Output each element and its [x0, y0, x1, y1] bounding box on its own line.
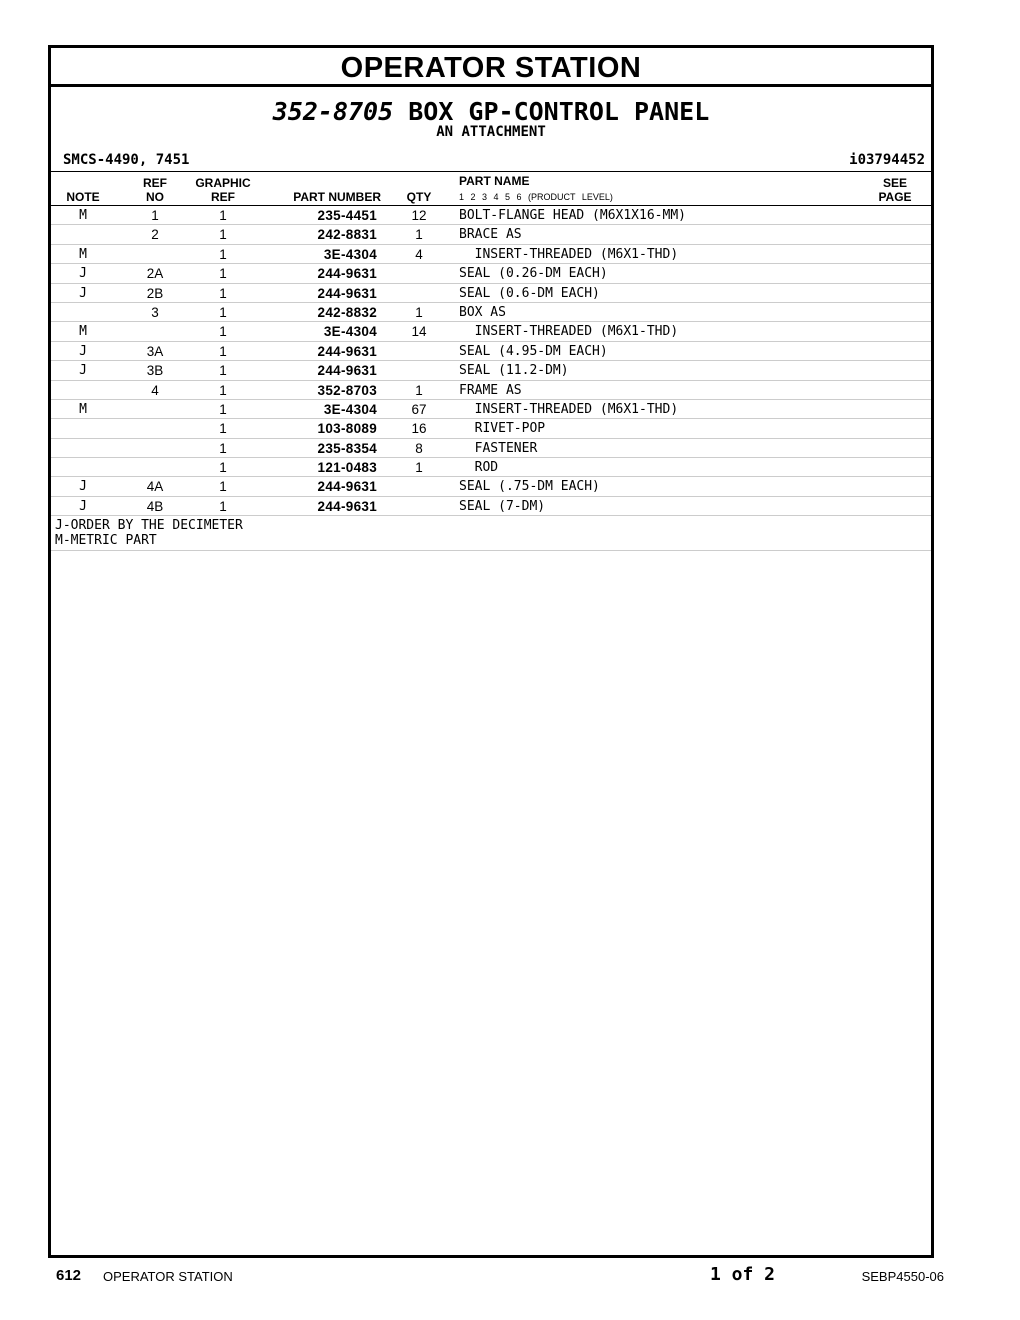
- header-note: NOTE: [66, 190, 100, 204]
- row-part-number[interactable]: 121-0483: [317, 460, 377, 476]
- row-part-name: INSERT-THREADED (M6X1-THD): [459, 246, 679, 262]
- row-qty: 1: [415, 304, 423, 320]
- row-part-name: SEAL (0.6-DM EACH): [459, 285, 600, 301]
- row-note: J: [79, 285, 87, 301]
- row-part-number[interactable]: 235-4451: [317, 208, 377, 223]
- table-row: [51, 322, 931, 341]
- illustration-id: i03794452: [849, 152, 925, 168]
- row-qty: 67: [411, 401, 427, 417]
- row-graphic: 1: [219, 440, 227, 456]
- table-row: [51, 458, 931, 477]
- row-part-number[interactable]: 3E-4304: [323, 324, 377, 340]
- table-row: [51, 497, 931, 516]
- header-qty: QTY: [406, 190, 432, 204]
- row-part-name: BRACE AS: [459, 227, 522, 243]
- row-part-number[interactable]: 244-9631: [317, 266, 377, 282]
- row-graphic: 1: [219, 246, 227, 262]
- header-graphic-2: REF: [211, 190, 235, 204]
- header-ref-1: REF: [143, 176, 167, 190]
- section-title: OPERATOR STATION: [51, 48, 931, 87]
- row-part-number[interactable]: 244-9631: [317, 498, 377, 514]
- row-part-number[interactable]: 244-9631: [317, 363, 377, 379]
- row-note: J: [79, 479, 87, 495]
- row-part-number[interactable]: 244-9631: [317, 479, 377, 495]
- table-row: [51, 419, 931, 438]
- notes-block: [51, 516, 931, 551]
- row-note: M: [79, 324, 87, 340]
- row-graphic: 1: [219, 382, 227, 398]
- row-qty: 4: [415, 246, 423, 262]
- table-row: [51, 400, 931, 419]
- row-part-number[interactable]: 235-8354: [317, 440, 377, 456]
- header-product-level: 1 2 3 4 5 6 (PRODUCT LEVEL): [459, 192, 613, 202]
- row-graphic: 1: [219, 498, 227, 514]
- table-row: [51, 303, 931, 322]
- row-part-name: SEAL (11.2-DM): [459, 363, 569, 379]
- row-part-name: RIVET-POP: [459, 421, 546, 437]
- header-part-number: PART NUMBER: [293, 190, 381, 204]
- header-graphic-1: GRAPHIC: [195, 176, 251, 190]
- row-part-name: SEAL (.75-DM EACH): [459, 479, 600, 495]
- smcs-code: SMCS-4490, 7451: [63, 152, 190, 168]
- row-graphic: 1: [219, 401, 227, 417]
- column-header: [51, 171, 931, 206]
- row-ref: 3: [151, 304, 159, 320]
- group-part-number[interactable]: 352-8705: [272, 97, 394, 126]
- row-graphic: 1: [219, 266, 227, 282]
- row-part-number[interactable]: 3E-4304: [323, 246, 377, 262]
- table-row: [51, 361, 931, 380]
- row-qty: 8: [415, 440, 423, 456]
- row-graphic: 1: [219, 208, 227, 223]
- row-part-number[interactable]: 244-9631: [317, 285, 377, 301]
- row-ref: 4A: [146, 479, 164, 495]
- row-graphic: 1: [219, 227, 227, 243]
- row-note: J: [79, 498, 87, 514]
- row-part-name: INSERT-THREADED (M6X1-THD): [459, 324, 679, 340]
- row-graphic: 1: [219, 285, 227, 301]
- row-ref: 1: [151, 208, 159, 223]
- table-row: [51, 284, 931, 303]
- row-note: J: [79, 343, 87, 359]
- row-part-name: FASTENER: [459, 440, 538, 456]
- row-part-name: FRAME AS: [459, 382, 522, 398]
- row-qty: 12: [411, 208, 427, 223]
- header-ref-2: NO: [146, 190, 164, 204]
- row-qty: 16: [411, 421, 427, 437]
- row-ref: 3A: [146, 343, 164, 359]
- row-qty: 1: [415, 227, 423, 243]
- row-part-name: ROD: [459, 460, 499, 476]
- row-part-name: SEAL (0.26-DM EACH): [459, 266, 608, 282]
- row-graphic: 1: [219, 324, 227, 340]
- table-row: [51, 225, 931, 244]
- row-part-number[interactable]: 103-8089: [317, 421, 377, 437]
- table-row: [51, 477, 931, 496]
- row-graphic: 1: [219, 343, 227, 359]
- page-footer: [56, 1264, 944, 1286]
- row-part-number[interactable]: 3E-4304: [323, 401, 377, 417]
- row-qty: 1: [415, 382, 423, 398]
- row-ref: 4B: [146, 498, 164, 514]
- row-graphic: 1: [219, 479, 227, 495]
- row-part-name: SEAL (7-DM): [459, 498, 546, 514]
- row-note: M: [79, 208, 87, 223]
- footer-doc-id: SEBP4550-06: [861, 1269, 944, 1284]
- row-note: M: [79, 246, 87, 262]
- parts-table: [51, 206, 931, 516]
- note-j: J-ORDER BY THE DECIMETER: [55, 518, 243, 534]
- row-part-name: BOLT-FLANGE HEAD (M6X1X16-MM): [459, 208, 686, 223]
- row-ref: 3B: [146, 363, 164, 379]
- row-part-number[interactable]: 242-8831: [317, 227, 377, 243]
- row-ref: 2: [151, 227, 159, 243]
- row-graphic: 1: [219, 363, 227, 379]
- row-part-name: SEAL (4.95-DM EACH): [459, 343, 608, 359]
- group-title: [51, 97, 931, 126]
- row-ref: 2A: [146, 266, 164, 282]
- table-row: [51, 264, 931, 283]
- parts-page-frame: [48, 45, 934, 1258]
- header-part-name: PART NAME: [459, 174, 530, 188]
- row-ref: 2B: [146, 285, 164, 301]
- header-see-1: SEE: [882, 176, 907, 190]
- table-row: [51, 439, 931, 458]
- table-row: [51, 245, 931, 264]
- note-m: M-METRIC PART: [55, 533, 157, 549]
- group-header: [51, 87, 931, 171]
- table-row: [51, 342, 931, 361]
- row-note: M: [79, 401, 87, 417]
- table-row: [51, 381, 931, 400]
- row-ref: 4: [151, 382, 159, 398]
- row-part-name: INSERT-THREADED (M6X1-THD): [459, 401, 679, 417]
- header-see-2: PAGE: [878, 190, 912, 204]
- group-subtitle: AN ATTACHMENT: [436, 124, 546, 140]
- row-graphic: 1: [219, 421, 227, 437]
- table-row: [51, 206, 931, 225]
- row-qty: 14: [411, 324, 427, 340]
- row-part-number[interactable]: 244-9631: [317, 343, 377, 359]
- row-note: J: [79, 363, 87, 379]
- footer-page-number: 612: [56, 1267, 82, 1284]
- row-part-number[interactable]: 242-8832: [317, 304, 377, 320]
- footer-section: OPERATOR STATION: [103, 1269, 233, 1284]
- row-note: J: [79, 266, 87, 282]
- footer-page-of: 1 of 2: [710, 1264, 776, 1285]
- row-part-number[interactable]: 352-8703: [317, 382, 377, 398]
- row-graphic: 1: [219, 304, 227, 320]
- row-qty: 1: [415, 460, 423, 476]
- group-name: BOX GP-CONTROL PANEL: [408, 97, 710, 126]
- row-part-name: BOX AS: [459, 304, 506, 320]
- row-graphic: 1: [219, 460, 227, 476]
